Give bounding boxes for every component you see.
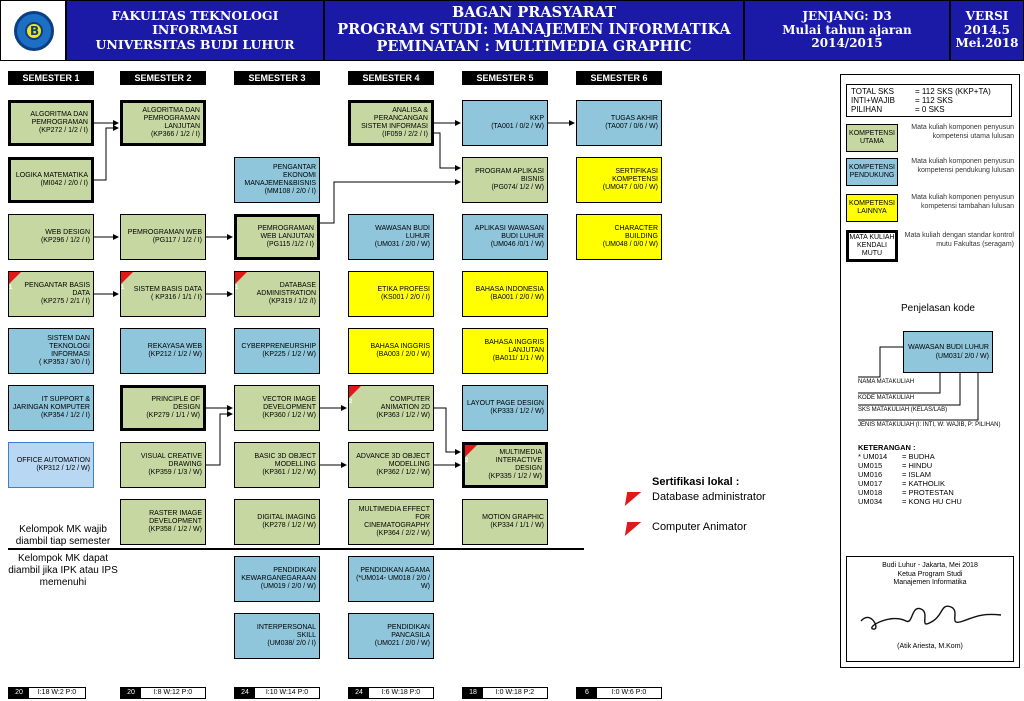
course-raster-image[interactable] <box>120 499 206 545</box>
course-name: SISTEM BASIS DATA <box>133 285 202 293</box>
course-motion-graphic[interactable] <box>462 499 548 545</box>
footer-sks-sem3 <box>234 687 320 699</box>
course-code: (KP364 / 2/2 / W) <box>376 530 430 538</box>
sks-detail: I:18 W:2 P:0 <box>37 689 77 696</box>
course-interpersonal-skill[interactable] <box>234 613 320 659</box>
course-name: SISTEM DAN TEKNOLOGI INFORMASI <box>47 334 90 358</box>
group-divider <box>8 548 584 550</box>
course-code: (UM048 / 0/0 / W) <box>602 241 658 249</box>
sign-role: Ketua Program Studi <box>897 570 963 578</box>
course-name: APLIKASI WAWASAN BUDI LUHUR <box>474 224 544 240</box>
sks-detail: I:8 W:12 P:0 <box>153 689 193 696</box>
course-code: (KP360 / 1/2 / W) <box>262 412 316 420</box>
course-code: (KP359 / 1/3 / W) <box>148 469 202 477</box>
semester-2-header: SEMESTER 2 <box>120 71 206 85</box>
course-name: WEB DESIGN <box>45 228 90 236</box>
course-code: (UM047 / 0/0 / W) <box>602 184 658 192</box>
course-code: (UM046 /0/1 / W) <box>490 241 544 249</box>
course-name: PROGRAM APLIKASI BISNIS <box>475 167 544 183</box>
course-name: RASTER IMAGE DEVELOPMENT <box>149 509 202 525</box>
course-office-automation[interactable] <box>8 442 94 488</box>
semester-4-header: SEMESTER 4 <box>348 71 434 85</box>
course-code: (UM019 / 2/0 / W) <box>260 583 316 591</box>
course-pendidikan-agama[interactable] <box>348 556 434 602</box>
course-code: (KP319 / 1/2 /I) <box>268 298 316 306</box>
course-name: SERTIFIKASI KOMPETENSI <box>612 167 658 183</box>
university-logo: B <box>14 11 54 51</box>
ket-value: = BUDHA <box>902 452 935 461</box>
sks-value: = 112 SKS (KKP+TA) <box>915 87 991 96</box>
sks-detail: I:0 W:18 P:2 <box>495 689 535 696</box>
course-code: (MI042 / 2/0 / I) <box>40 180 88 187</box>
course-code: (KP363 / 1/2 / W) <box>376 412 430 420</box>
course-pendidikan-pancasila[interactable] <box>348 613 434 659</box>
course-code: (KP272 / 1/2 / I) <box>38 127 88 135</box>
tahun-ajaran: Mulai tahun ajaran 2014/2015 <box>782 22 912 51</box>
ket-key: UM017 <box>858 479 883 488</box>
ket-key: UM034 <box>858 497 883 506</box>
course-computer-animation-2d[interactable] <box>348 385 434 431</box>
course-name: MULTIMEDIA EFFECT FOR CINEMATOGRAPHY <box>358 505 430 529</box>
semester-3-header: SEMESTER 3 <box>234 71 320 85</box>
course-advance-3d-object[interactable] <box>348 442 434 488</box>
course-algoritma-pemrograman[interactable] <box>8 100 94 146</box>
ket-value: = KATHOLIK <box>902 479 946 488</box>
cert-flag-icon: 2 <box>464 444 478 458</box>
course-rekayasa-web[interactable] <box>120 328 206 374</box>
footer-sks-sem2 <box>120 687 206 699</box>
cert-flag-icon: 1 <box>8 271 22 285</box>
course-vector-image[interactable] <box>234 385 320 431</box>
course-code: (KS001 / 2/0 / I) <box>380 294 430 301</box>
ket-value: = PROTESTAN <box>902 488 954 497</box>
sks-key: INTI+WAJIB <box>851 96 895 105</box>
course-code: (KP361 / 1/2 / W) <box>262 469 316 477</box>
course-code: (KP278 / 1/2 / W) <box>262 522 316 529</box>
course-code: (UM038/ 2/0 / I) <box>267 640 316 648</box>
sign-name: (Atik Ariesta, M.Kom) <box>897 642 963 650</box>
semester-6-header: SEMESTER 6 <box>576 71 662 85</box>
course-name: VECTOR IMAGE DEVELOPMENT <box>262 395 316 411</box>
course-cyberpreneurship[interactable] <box>234 328 320 374</box>
course-name: PENGANTAR BASIS DATA <box>24 281 90 297</box>
kode-title: Penjelasan kode <box>901 303 975 314</box>
arrow-visual-to-vector <box>206 414 232 465</box>
course-aplikasi-wawasan-budi-luhur[interactable] <box>462 214 548 260</box>
footer-sks-sem1 <box>8 687 86 699</box>
course-code: (KP354 / 1/2 / I) <box>40 412 90 420</box>
sks-detail: I:10 W:14 P:0 <box>265 689 309 696</box>
cert-item-animator: Computer Animator <box>652 521 747 533</box>
chart-title: BAGAN PRASYARAT <box>451 4 617 22</box>
course-name: PENDIDIKAN KEWARGANEGARAAN <box>241 566 316 582</box>
course-name: COMPUTER ANIMATION 2D <box>380 395 430 411</box>
sks-value: = 112 SKS <box>915 96 953 105</box>
course-name: DIGITAL IMAGING <box>257 513 316 521</box>
course-name: CYBERPRENEURSHIP <box>241 342 316 350</box>
course-program-aplikasi-bisnis[interactable] <box>462 157 548 203</box>
versi-label: VERSI <box>965 8 1009 23</box>
course-name: LOGIKA MATEMATIKA <box>15 171 88 179</box>
ket-value: = ISLAM <box>902 470 931 479</box>
cert-flag-1-icon <box>625 492 641 506</box>
footer-sks-sem6 <box>576 687 662 699</box>
faculty-name: FAKULTAS TEKNOLOGI INFORMASI <box>111 7 279 38</box>
cert-flag-icon: 1 <box>234 271 248 285</box>
cert-flag-icon: 2 <box>348 385 362 399</box>
course-name: REKAYASA WEB <box>147 342 202 350</box>
sks-total: 20 <box>9 688 29 698</box>
course-sertifikasi-kompetensi[interactable] <box>576 157 662 203</box>
ket-value: = HINDU <box>902 461 933 470</box>
kode-label-jenis: JENIS MATAKULIAH (I: INTI, W: WAJIB, P: PILIHAN) <box>858 422 1001 428</box>
course-code: (BA001 / 2/0 / W) <box>490 294 544 301</box>
sks-total: 24 <box>235 688 255 698</box>
course-code: (UM031 / 2/0 / W) <box>374 241 430 249</box>
arrow-animation-to-mmid <box>434 408 460 452</box>
course-code: (KP312 / 1/2 / W) <box>36 465 90 472</box>
sks-detail: I:6 W:18 P:0 <box>381 689 421 696</box>
course-code: (PG117 / 1/2 / I) <box>152 237 202 244</box>
course-tugas-akhir[interactable] <box>576 100 662 146</box>
course-code: (KP358 / 1/2 / W) <box>148 526 202 534</box>
course-name: ALGORITMA DAN PEMROGRAMAN <box>30 110 88 126</box>
course-name: CHARACTER BUILDING <box>614 224 658 240</box>
course-code: (KP296 / 1/2 / I) <box>40 237 90 244</box>
course-database-administration[interactable] <box>234 271 320 317</box>
kode-label-kode: KODE MATAKULIAH <box>858 395 915 401</box>
course-wawasan-budi-luhur[interactable] <box>348 214 434 260</box>
sks-detail: I:0 W:6 P:0 <box>611 689 647 696</box>
course-digital-imaging[interactable] <box>234 499 320 545</box>
course-code: (KP225 / 1/2 / W) <box>262 351 316 358</box>
legend-utama-desc: Mata kuliah komponen penyusun kompetensi utama lulusan <box>911 124 1014 140</box>
course-principle-of-design[interactable] <box>120 385 206 431</box>
course-etika-profesi[interactable] <box>348 271 434 317</box>
legend-pendukung-swatch: KOMPETENSI PENDUKUNG <box>846 158 898 186</box>
cert-flag-icon: 1 <box>120 271 134 285</box>
course-pemrograman-web-lanjutan[interactable] <box>234 214 320 260</box>
sks-total: 18 <box>463 688 483 698</box>
arrow-logika-to-algolanjut <box>94 128 118 180</box>
course-character-building[interactable] <box>576 214 662 260</box>
course-name: IT SUPPORT & JARINGAN KOMPUTER <box>12 395 90 411</box>
sign-place-date: Budi Luhur - Jakarta, Mei 2018 <box>882 562 978 569</box>
course-multimedia-interactive-design[interactable] <box>462 442 548 488</box>
course-code: ( KP353 / 3/0 / I) <box>39 359 90 367</box>
peminatan-name: PEMINATAN : MULTIMEDIA GRAPHIC <box>376 37 692 55</box>
versi-number: 2014.5 <box>964 22 1010 37</box>
versi-date: Mei.2018 <box>955 36 1019 51</box>
course-name: TUGAS AKHIR <box>610 114 658 122</box>
course-name: VISUAL CREATIVE DRAWING <box>140 452 202 468</box>
course-layout-page-design[interactable] <box>462 385 548 431</box>
course-code: (TA007 / 0/6 / W) <box>605 123 658 130</box>
course-logika-matematika[interactable] <box>8 157 94 203</box>
note-wajib: Kelompok MK wajib diambil tiap semester <box>15 524 111 547</box>
course-code: (KP366 / 1/2 / I) <box>150 131 200 139</box>
course-sistem-teknologi-informasi[interactable] <box>8 328 94 374</box>
course-code: (KP279 / 1/1 / W) <box>146 412 200 420</box>
footer-sks-sem5 <box>462 687 548 699</box>
semester-1-header: SEMESTER 1 <box>8 71 94 85</box>
course-code: (TA001 / 0/2 / W) <box>491 123 544 130</box>
keterangan-title: KETERANGAN : <box>858 443 916 452</box>
kode-label-nama: NAMA MATAKULIAH <box>858 379 915 385</box>
course-code: (KP275 / 2/1 / I) <box>40 298 90 306</box>
course-name: PRINCIPLE OF DESIGN <box>151 395 200 411</box>
course-code: (PG115 /1/2 / I) <box>266 241 314 249</box>
course-visual-creative-drawing[interactable] <box>120 442 206 488</box>
course-code: (MM108 / 2/0 / I) <box>264 188 316 196</box>
course-name: PENDIDIKAN AGAMA <box>360 566 430 574</box>
kode-example-code: (UM031/ 2/0 / W) <box>935 353 989 360</box>
course-analisa-perancangan[interactable] <box>348 100 434 146</box>
course-name: ALGORITMA DAN PEMROGRAMAN LANJUTAN <box>142 106 200 130</box>
ket-key: UM018 <box>858 488 883 497</box>
program-name: PROGRAM STUDI: MANAJEMEN INFORMATIKA <box>337 21 731 39</box>
university-name: UNIVERSITAS BUDI LUHUR <box>95 36 295 52</box>
course-name: ADVANCE 3D OBJECT MODELLING <box>356 452 430 468</box>
sks-value: = 0 SKS <box>915 105 945 114</box>
course-code: (KP334 / 1/1 / W) <box>490 522 544 529</box>
ket-key: UM015 <box>858 461 883 470</box>
course-pemrograman-web[interactable] <box>120 214 206 260</box>
legend-utama-swatch: KOMPETENSI UTAMA <box>846 124 898 152</box>
cert-item-dba: Database administrator <box>652 491 766 503</box>
signature-block <box>846 556 1014 662</box>
sks-total: 24 <box>349 688 369 698</box>
course-it-support[interactable] <box>8 385 94 431</box>
course-name: MULTIMEDIA INTERACTIVE DESIGN <box>495 448 542 472</box>
course-name: PENDIDIKAN PANCASILA <box>387 623 430 639</box>
course-pengantar-ekonomi[interactable] <box>234 157 320 203</box>
course-code: (PG074/ 1/2 / W) <box>491 184 544 192</box>
course-code: (KP333 / 1/2 / W) <box>490 408 544 415</box>
cert-flag-2-icon <box>625 522 641 536</box>
jenjang-label: JENJANG: D3 <box>802 8 892 23</box>
course-code: (UM021 / 2/0 / W) <box>374 640 430 648</box>
course-name: PEMROGRAMAN WEB <box>127 228 202 236</box>
legend-lainnya-desc: Mata kuliah komponen penyusun kompetensi tambahan lulusan <box>911 194 1014 210</box>
course-name: BAHASA INDONESIA <box>475 285 544 293</box>
legend-kendali-swatch: MATA KULIAH KENDALI MUTU <box>846 230 898 262</box>
course-name: OFFICE AUTOMATION <box>16 456 90 464</box>
course-pengantar-basis-data[interactable] <box>8 271 94 317</box>
course-kewarganegaraan[interactable] <box>234 556 320 602</box>
course-code: (*UM014- UM018 / 2/0 / W) <box>356 574 430 591</box>
course-code: (BA003 / 2/0 / W) <box>376 351 430 358</box>
course-bahasa-inggris[interactable] <box>348 328 434 374</box>
legend-kendali-desc: Mata kuliah dengan standar kontrol mutu Fakultas (seragam) <box>904 232 1014 248</box>
sks-summary <box>846 84 1012 117</box>
course-name: PENGANTAR EKONOMI MANAJEMEN&BISNIS <box>244 163 316 187</box>
course-name: KKP <box>529 114 544 122</box>
course-name: BAHASA INGGRIS LANJUTAN <box>484 338 544 354</box>
sks-total: 6 <box>577 688 597 698</box>
keterangan <box>858 443 962 506</box>
course-name: BAHASA INGGRIS <box>370 342 430 350</box>
course-algoritma-lanjutan[interactable] <box>120 100 206 146</box>
ket-key: * UM014 <box>858 452 888 461</box>
course-code: (KP212 / 1/2 / W) <box>148 351 202 358</box>
course-name: ETIKA PROFESI <box>377 285 430 293</box>
sks-key: TOTAL SKS <box>851 87 894 96</box>
course-basic-3d-object[interactable] <box>234 442 320 488</box>
footer-sks-sem4 <box>348 687 434 699</box>
semester-5-header: SEMESTER 5 <box>462 71 548 85</box>
course-name: INTERPERSONAL SKILL <box>256 623 316 639</box>
signature-icon <box>851 591 1011 641</box>
sks-key: PILIHAN <box>851 105 883 114</box>
course-name: WAWASAN BUDI LUHUR <box>375 224 430 240</box>
ket-key: UM016 <box>858 470 883 479</box>
course-bahasa-indonesia[interactable] <box>462 271 548 317</box>
sign-program: Manajemen Informatika <box>893 579 967 586</box>
course-web-design[interactable] <box>8 214 94 260</box>
course-code: (IF059 / 2/2 / I) <box>382 131 428 139</box>
legend-lainnya-swatch: KOMPETENSI LAINNYA <box>846 194 898 222</box>
course-name: LAYOUT PAGE DESIGN <box>466 399 544 407</box>
cert-title: Sertifikasi lokal : <box>652 476 740 488</box>
legend-pendukung-desc: Mata kuliah komponen penyusun kompetensi pendukung lulusan <box>911 158 1014 174</box>
course-code: ( KP316 / 1/1 / I) <box>151 294 202 301</box>
course-kkp[interactable] <box>462 100 548 146</box>
sks-total: 20 <box>121 688 141 698</box>
kode-label-sks: SKS MATAKULIAH (KELAS/LAB) <box>858 407 948 413</box>
course-name: BASIC 3D OBJECT MODELLING <box>254 452 316 468</box>
course-name: MOTION GRAPHIC <box>482 513 544 521</box>
course-sistem-basis-data[interactable] <box>120 271 206 317</box>
kode-example-box <box>903 331 993 373</box>
course-multimedia-effect[interactable] <box>348 499 434 545</box>
course-name: DATABASE ADMINISTRATION <box>256 281 316 297</box>
course-code: (KP362 / 1/2 / W) <box>376 469 430 477</box>
course-code: (KP335 / 1/2 / W) <box>488 473 542 481</box>
course-code: (BA011/ 1/1 / W) <box>492 355 544 363</box>
course-name: PEMROGRAMAN WEB LANJUTAN <box>257 224 314 240</box>
course-name: ANALISA & PERANCANGAN SISTEM INFORMASI <box>361 106 428 130</box>
kode-example-name: WAWASAN BUDI LUHUR <box>908 344 989 351</box>
note-dapat: Kelompok MK dapat diambil jika IPK atau IPS memenuhi <box>8 553 118 588</box>
arrow-analisa-to-aplikasi <box>434 133 460 168</box>
course-bahasa-inggris-lanjutan[interactable] <box>462 328 548 374</box>
ket-value: = KONG HU CHU <box>902 497 962 506</box>
